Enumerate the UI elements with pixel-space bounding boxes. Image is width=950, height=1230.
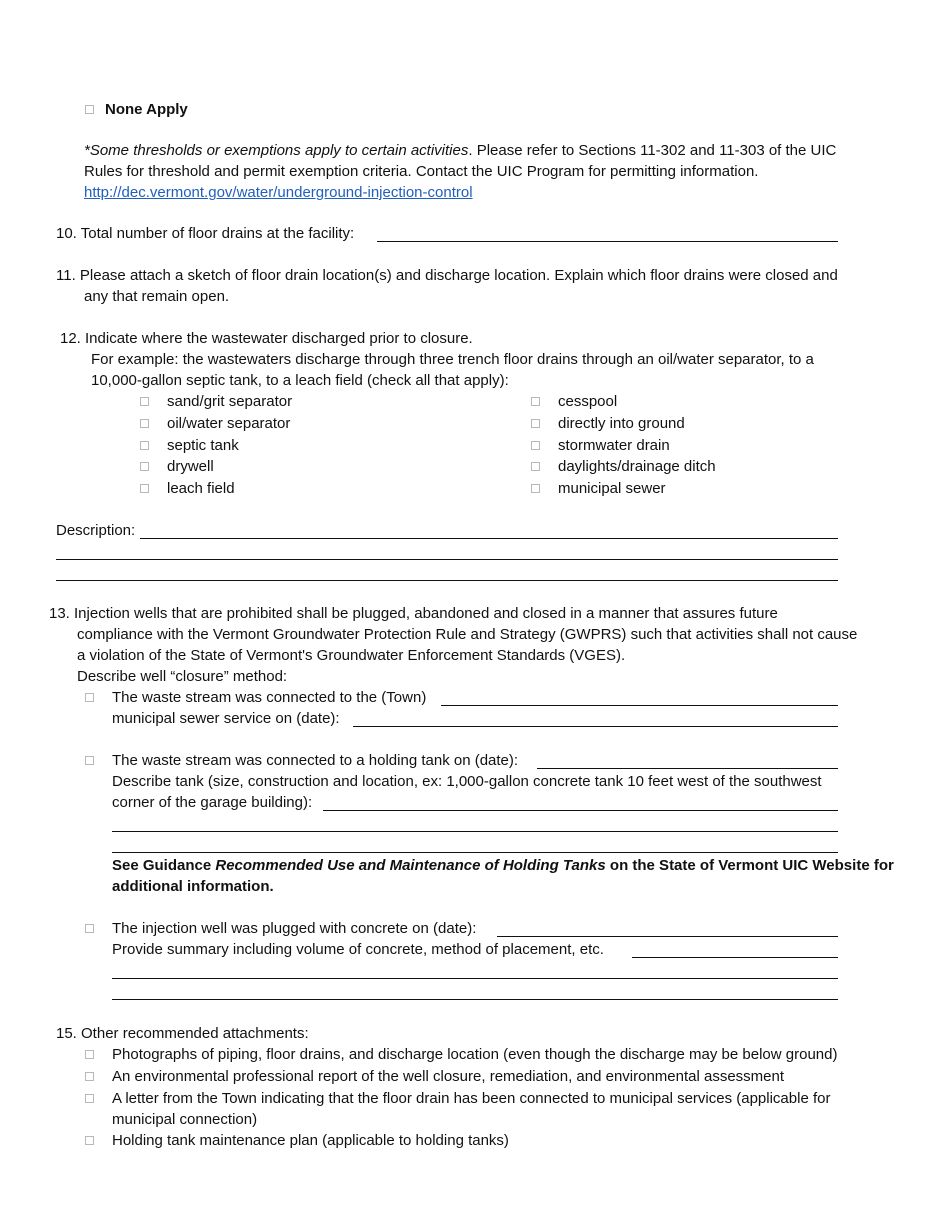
q15-item-checkbox[interactable] — [85, 1072, 94, 1081]
q13-line4: Describe well “closure” method: — [77, 668, 288, 685]
q13-sewer-checkbox[interactable] — [85, 693, 94, 702]
q12-option-checkbox[interactable] — [531, 441, 540, 450]
q12-example-line1: For example: the wastewaters discharge through three trench floor drains through an oil/water separator, to a — [91, 351, 814, 368]
q13-concrete-checkbox[interactable] — [85, 924, 94, 933]
q12-option-label: septic tank — [167, 437, 239, 454]
description-line[interactable] — [140, 538, 838, 539]
q15-item-checkbox[interactable] — [85, 1050, 94, 1059]
q15-item-label: Photographs of piping, floor drains, and discharge location (even though the discharge may be below ground) — [112, 1046, 838, 1063]
q12-option-checkbox[interactable] — [140, 441, 149, 450]
concrete-summary-line[interactable] — [112, 978, 838, 979]
none-apply-label: None Apply — [105, 101, 188, 118]
holding-tank-date-line[interactable] — [537, 768, 838, 769]
concrete-summary-line[interactable] — [112, 999, 838, 1000]
description-line[interactable] — [56, 559, 838, 560]
town-answer-line[interactable] — [441, 705, 838, 706]
description-line[interactable] — [56, 580, 838, 581]
thresholds-note-rest: . Please refer to Sections 11-302 and 11-303 of the UIC — [468, 142, 837, 159]
q12-option-checkbox[interactable] — [531, 397, 540, 406]
q13-holding-tank-checkbox[interactable] — [85, 756, 94, 765]
q12-option-label: sand/grit separator — [167, 393, 293, 410]
q12-option-checkbox[interactable] — [140, 462, 149, 471]
q12-option-checkbox[interactable] — [531, 419, 540, 428]
q12-option-checkbox[interactable] — [140, 484, 149, 493]
tank-description-line[interactable] — [323, 810, 838, 811]
q13-holding-tank-line2: Describe tank (size, construction and location, ex: 1,000-gallon concrete tank 10 feet west of the southwest — [112, 773, 822, 790]
q13-line3: a violation of the State of Vermont's Groundwater Enforcement Standards (VGES). — [77, 647, 626, 664]
guidance-suffix: on the State of Vermont UIC Website for — [605, 857, 894, 874]
q13-line2: compliance with the Vermont Groundwater Protection Rule and Strategy (GWPRS) such that activities shall not cause — [77, 626, 858, 643]
q15-item-label-continued: municipal connection) — [112, 1111, 258, 1128]
q12-option-label: cesspool — [558, 393, 618, 410]
guidance-line1 — [112, 856, 894, 875]
uic-website-link[interactable]: http://dec.vermont.gov/water/underground-injection-control — [84, 184, 473, 201]
q15-title: 15. Other recommended attachments: — [56, 1025, 309, 1042]
q12-option-checkbox[interactable] — [531, 484, 540, 493]
q13-concrete-line1: The injection well was plugged with concrete on (date): — [112, 920, 477, 937]
q10-answer-line[interactable] — [377, 241, 838, 242]
tank-description-line[interactable] — [112, 852, 838, 853]
q13-concrete-line2: Provide summary including volume of concrete, method of placement, etc. — [112, 941, 604, 958]
q15-item-checkbox[interactable] — [85, 1136, 94, 1145]
description-label: Description: — [56, 522, 136, 539]
q15-item-checkbox[interactable] — [85, 1094, 94, 1103]
q12-title: 12. Indicate where the wastewater discharged prior to closure. — [60, 330, 473, 347]
guidance-prefix: See Guidance — [112, 857, 216, 874]
q12-example-line2: 10,000-gallon septic tank, to a leach field (check all that apply): — [91, 372, 509, 389]
q12-option-label: drywell — [167, 458, 214, 475]
q12-option-label: municipal sewer — [558, 480, 666, 497]
q11-line2: any that remain open. — [84, 288, 230, 305]
q15-item-label: An environmental professional report of the well closure, remediation, and environmental assessment — [112, 1068, 785, 1085]
thresholds-note-line1 — [84, 141, 836, 160]
none-apply-checkbox[interactable] — [85, 105, 94, 114]
concrete-summary-line[interactable] — [632, 957, 838, 958]
q11-line1: 11. Please attach a sketch of floor drain location(s) and discharge location. Explain which floor drains were closed and — [56, 267, 838, 284]
q12-option-checkbox[interactable] — [140, 397, 149, 406]
thresholds-note-line2: Rules for threshold and permit exemption criteria. Contact the UIC Program for permitting information. — [84, 163, 759, 180]
tank-description-line[interactable] — [112, 831, 838, 832]
q12-option-checkbox[interactable] — [140, 419, 149, 428]
q12-option-label: daylights/drainage ditch — [558, 458, 716, 475]
q12-option-label: directly into ground — [558, 415, 685, 432]
q13-sewer-line2: municipal sewer service on (date): — [112, 710, 340, 727]
q15-item-label: A letter from the Town indicating that the floor drain has been connected to municipal services (applicable for — [112, 1090, 831, 1107]
q12-option-label: leach field — [167, 480, 235, 497]
q13-holding-tank-line1: The waste stream was connected to a holding tank on (date): — [112, 752, 519, 769]
q12-option-label: stormwater drain — [558, 437, 670, 454]
q13-holding-tank-line3: corner of the garage building): — [112, 794, 313, 811]
thresholds-note-lead: *Some thresholds or exemptions apply to certain activities — [84, 142, 469, 159]
q13-line1: 13. Injection wells that are prohibited shall be plugged, abandoned and closed in a manner that assures future — [49, 605, 778, 622]
q13-sewer-line1: The waste stream was connected to the (Town) — [112, 689, 427, 706]
q15-item-label: Holding tank maintenance plan (applicable to holding tanks) — [112, 1132, 509, 1149]
concrete-date-line[interactable] — [497, 936, 838, 937]
guidance-line2: additional information. — [112, 878, 274, 895]
sewer-date-line[interactable] — [353, 726, 838, 727]
guidance-title: Recommended Use and Maintenance of Holding Tanks — [215, 857, 606, 874]
q10-label: 10. Total number of floor drains at the facility: — [56, 225, 355, 242]
q12-option-label: oil/water separator — [167, 415, 291, 432]
q12-option-checkbox[interactable] — [531, 462, 540, 471]
